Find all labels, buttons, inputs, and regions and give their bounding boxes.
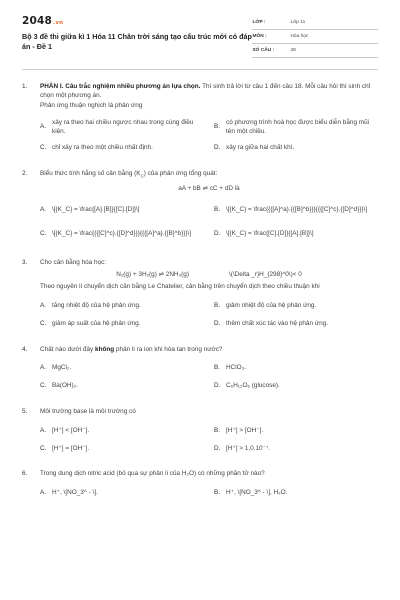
answer-options <box>40 483 378 501</box>
document-title: Bộ 3 đề thi giữa kì 1 Hóa 11 Chân trời sáng tạo cấu trúc mới có đáp án - Đề 1 <box>22 32 252 51</box>
question-text: Môi trường base là môi trường có <box>40 407 136 415</box>
option-letter: C. <box>40 444 47 452</box>
answer-options <box>40 115 378 157</box>
question-body <box>40 469 378 501</box>
option-letter: A. <box>40 301 47 309</box>
option-d[interactable] <box>214 315 378 333</box>
option-letter: D. <box>214 444 221 452</box>
option-letter: C. <box>40 230 47 238</box>
question-text-part: Chất nào dưới đây <box>40 345 96 353</box>
exam-meta <box>252 16 378 58</box>
option-text: \[{K_C} = \frac{{{[C]^c}.{[D]^d}}}{{{[A]^a}.{[B]^b}}}\] <box>52 230 192 238</box>
option-d[interactable] <box>214 377 378 395</box>
option-text: xảy ra theo hai chiều ngược nhau trong cùng điều kiện. <box>52 118 194 135</box>
option-c[interactable] <box>40 377 204 395</box>
option-letter: B. <box>214 123 221 131</box>
option-text: C₆H₁₂O₆ (glucose). <box>226 382 280 390</box>
equation-right: \(\Delta _r}H_{298}^0\)< 0 <box>228 271 302 279</box>
question-stem: Theo nguyên lí chuyển dịch cân bằng Le Chatelier, cân bằng trên chuyển dịch theo chiều thuận khi <box>40 283 320 291</box>
option-text: giảm nhiệt độ của hệ phản ứng. <box>226 301 317 309</box>
meta-row-class <box>252 16 378 30</box>
question-text-sub: C <box>140 173 144 179</box>
question-text-part: ) của phản ứng tổng quát: <box>143 169 218 177</box>
question-number: 3. <box>22 258 28 266</box>
option-text: giảm áp suất của hệ phản ứng. <box>52 319 141 327</box>
option-text: chỉ xảy ra theo một chiều nhất định. <box>52 144 153 152</box>
reaction-equation: aA + bB ⇌ cC + dD là <box>178 184 240 192</box>
option-text: MgCl₂. <box>52 364 72 372</box>
option-letter: D. <box>214 382 221 390</box>
meta-label: LỚP : <box>252 20 266 26</box>
question-body <box>40 169 378 246</box>
option-a[interactable] <box>40 483 204 501</box>
answer-options <box>40 198 378 246</box>
question-number: 4. <box>22 345 28 353</box>
equation-left: N₂(g) + 3H₂(g) ⇌ 2NH₃(g) <box>116 271 189 279</box>
meta-value: 28 <box>290 48 296 54</box>
question-body <box>40 345 378 395</box>
option-text: HClO₃. <box>226 364 246 372</box>
option-letter: D. <box>214 230 221 238</box>
site-logo[interactable] <box>22 14 252 29</box>
option-letter: A. <box>40 123 47 131</box>
header-divider <box>22 69 378 70</box>
question-body <box>40 258 378 333</box>
option-text: [H⁺] > 1,0.10⁻⁷. <box>226 444 271 452</box>
question-text-part: Biểu thức tính hằng số cân bằng (K <box>40 169 141 177</box>
option-text: xảy ra giữa hai chất khí. <box>226 144 295 152</box>
question-1 <box>22 82 378 157</box>
option-d[interactable] <box>214 439 378 457</box>
option-text: tăng nhiệt độ của hệ phản ứng. <box>52 301 141 309</box>
answer-options <box>40 359 378 395</box>
question-text-part: phân li ra ion khi hòa tan trong nước? <box>114 345 223 353</box>
option-letter: C. <box>40 319 47 327</box>
option-c[interactable] <box>40 315 204 333</box>
option-letter: A. <box>40 426 47 434</box>
option-a[interactable] <box>40 421 204 439</box>
meta-label: SỐ CÂU : <box>252 48 275 54</box>
option-letter: B. <box>214 426 221 434</box>
meta-value: Hóa học <box>290 34 309 40</box>
option-text: có phương trình hoá học được biểu diễn bằng mũi tên một chiều. <box>226 118 370 135</box>
meta-row-subject <box>252 30 378 44</box>
option-text: H⁺, \[NO_3^ - \], H₂O. <box>226 488 288 496</box>
question-number: 6. <box>22 470 28 478</box>
option-a[interactable] <box>40 297 204 315</box>
option-a[interactable] <box>40 198 204 222</box>
part-instructions: Thí sinh trả lời từ câu 1 đến câu 18. Mỗi câu hỏi thí sinh chỉ chọn một phương án. <box>40 83 371 100</box>
option-letter: A. <box>40 364 47 372</box>
question-number: 1. <box>22 83 28 90</box>
question-stem: Phản ứng thuận nghịch là phản ứng <box>40 101 143 109</box>
option-text: \[{K_C} = \frac{[C].[D]}{[A].[B]}\] <box>226 230 314 238</box>
logo-text: 2048 <box>22 15 53 27</box>
answer-options <box>40 297 378 333</box>
option-text: \[{K_C} = \frac{{{[A]^a}.{{[B]^b}}}{{{[C]^c}.{[D]^d}}}\] <box>226 206 368 214</box>
option-d[interactable] <box>214 222 378 246</box>
question-text: Trong dung dịch nitric acid (bỏ qua sự phân li của H₂O) có những phần tử nào? <box>40 470 265 478</box>
option-text: H⁺, \[NO_3^ - \]. <box>52 488 98 496</box>
question-body <box>40 82 378 157</box>
option-c[interactable] <box>40 222 204 246</box>
option-b[interactable] <box>214 115 378 139</box>
question-number: 2. <box>22 169 28 177</box>
question-4 <box>22 345 378 395</box>
option-letter: A. <box>40 206 47 214</box>
question-text <box>40 169 378 180</box>
meta-row-count <box>252 44 378 58</box>
question-5 <box>22 407 378 457</box>
option-letter: B. <box>214 206 221 214</box>
question-text: Cho cân bằng hóa học: <box>40 258 107 266</box>
option-letter: A. <box>40 488 47 496</box>
part-title: PHẦN I. Câu trắc nghiệm nhiều phương án lựa chọn. <box>40 83 201 90</box>
option-b[interactable] <box>214 421 378 439</box>
option-b[interactable] <box>214 297 378 315</box>
option-letter: D. <box>214 144 221 152</box>
header-left <box>22 14 252 52</box>
option-text: \[{K_C} = \frac{[A].[B]}{[C].[D]}\] <box>52 206 140 214</box>
question-number: 5. <box>22 407 28 415</box>
option-letter: B. <box>214 364 221 372</box>
option-text: [H⁺] = [OH⁻]. <box>52 444 90 452</box>
question-2 <box>22 169 378 246</box>
option-a[interactable] <box>40 115 204 139</box>
option-letter: B. <box>214 488 221 496</box>
option-b[interactable] <box>214 359 378 377</box>
question-6 <box>22 469 378 501</box>
option-c[interactable] <box>40 439 204 457</box>
document-header <box>22 14 378 58</box>
question-body <box>40 407 378 457</box>
question-text <box>40 82 378 101</box>
option-c[interactable] <box>40 139 204 157</box>
logo-suffix: .vn <box>53 20 64 26</box>
option-letter: D. <box>214 319 221 327</box>
option-b[interactable] <box>214 483 378 501</box>
option-letter: C. <box>40 382 47 390</box>
option-d[interactable] <box>214 139 378 157</box>
option-text: [H⁺] < [OH⁻]. <box>52 426 90 434</box>
question-3 <box>22 258 378 333</box>
option-letter: B. <box>214 301 221 309</box>
option-letter: C. <box>40 144 47 152</box>
option-a[interactable] <box>40 359 204 377</box>
option-text: Ba(OH)₂. <box>52 382 78 390</box>
meta-value: Lớp 11 <box>290 20 306 26</box>
question-text-emphasis: không <box>95 345 115 353</box>
option-b[interactable] <box>214 198 378 222</box>
answer-options <box>40 421 378 457</box>
option-text: [H⁺] > [OH⁻]. <box>226 426 264 434</box>
question-text <box>40 345 378 354</box>
meta-label: MÔN : <box>252 34 267 40</box>
option-text: thêm chất xúc tác vào hệ phản ứng. <box>226 319 328 327</box>
equilibrium-equation <box>40 270 378 279</box>
